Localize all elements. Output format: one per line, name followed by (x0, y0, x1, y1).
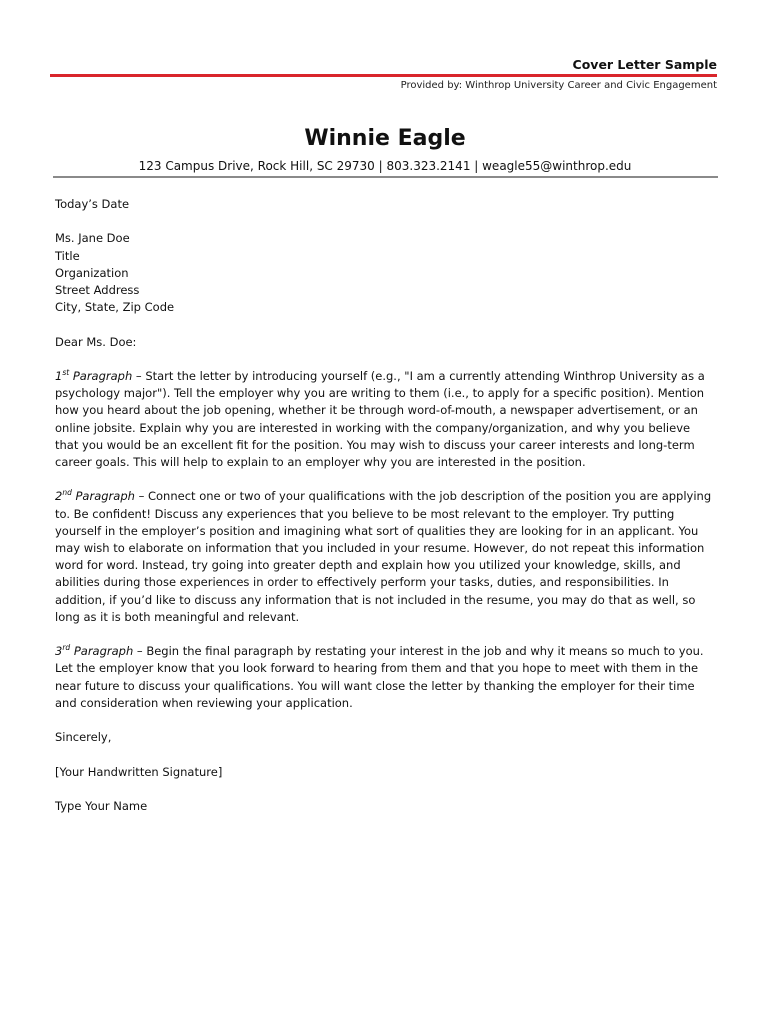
paragraph-2-number: 2 (55, 489, 63, 504)
paragraph-3-ordinal: rd (62, 643, 71, 653)
paragraph-3 (55, 643, 715, 712)
contact-divider (53, 176, 718, 178)
recipient-title: Title (55, 248, 80, 263)
signature-placeholder: [Your Handwritten Signature] (55, 764, 223, 779)
recipient-organization: Organization (55, 265, 129, 280)
paragraph-1-ordinal: st (62, 368, 70, 378)
document-header (50, 57, 717, 93)
paragraph-2-text: – Connect one or two of your qualifications with the job description of the position you are applying to. Be confident! Discuss any experiences that you believe to be most relevant to the employer. Try putting yourself in the employer’s position and imagining what sort of qualities they are looking for in an applicant. You may wish to elaborate on information that you included in your resume. However, do not repeat this information word for word. Instead, try going into greater depth and explain how you utilized your knowledge, skills, and abilities during those experiences in order to effectively perform your tasks, duties, and responsibilities. In addition, if you’d like to discuss any information that is not included in the resume, you may do that as well, so long as it is both meaningful and relevant. (55, 489, 712, 624)
letter-body (55, 196, 715, 832)
paragraph-3-number: 3 (55, 644, 63, 659)
paragraph-1-label (55, 369, 132, 383)
letter-closing: Sincerely, (55, 730, 112, 745)
applicant-contact: 123 Campus Drive, Rock Hill, SC 29730 | 803.323.2141 | weagle55@winthrop.edu (138, 159, 632, 173)
typed-name-placeholder: Type Your Name (55, 798, 148, 813)
paragraph-2-label-text: Paragraph (71, 489, 135, 504)
paragraph-3-label (55, 644, 133, 658)
paragraph-2-ordinal: nd (62, 488, 72, 498)
paragraph-1-label-text: Paragraph (69, 368, 133, 383)
letter-date: Today’s Date (55, 197, 130, 211)
letter-salutation: Dear Ms. Doe: (55, 334, 137, 349)
paragraph-1-text: – Start the letter by introducing yourself (e.g., "I am a currently attending Winthrop University as a psychology major"). Tell the employer why you are writing to them (i.e., to apply for a specific position). Mention how you heard about the job opening, whether it be through word-of-mouth, a newspaper advertisement, or an online jobsite. Explain why you are interested in working with the company/organization, and why you believe that you would be an excellent fit for the position. You may wish to discuss your career interests and long-term career goals. This will help to explain to an employer why you are interested in the position. (55, 368, 705, 469)
paragraph-2 (55, 488, 715, 626)
recipient-city-state-zip: City, State, Zip Code (55, 300, 175, 315)
paragraph-1 (55, 368, 715, 471)
recipient-name: Ms. Jane Doe (55, 231, 130, 246)
paragraph-3-text: – Begin the final paragraph by restating your interest in the job and why it means so much to you. Let the employer know that you look forward to hearing from them and that you hope to meet with them in the near future to discuss your qualifications. You will want close the letter by thanking the employer for their time and consideration when reviewing your application. (55, 644, 704, 710)
header-provider-line: Provided by: Winthrop University Career and Civic Engagement (400, 80, 717, 91)
recipient-street: Street Address (55, 283, 140, 297)
header-title: Cover Letter Sample (572, 57, 717, 72)
recipient-address-block (55, 230, 715, 316)
header-accent-rule (50, 74, 717, 77)
paragraph-2-label (55, 489, 135, 503)
paragraph-3-label-text: Paragraph (70, 644, 134, 659)
applicant-name: Winnie Eagle (304, 126, 466, 151)
paragraph-1-number: 1 (55, 368, 63, 383)
